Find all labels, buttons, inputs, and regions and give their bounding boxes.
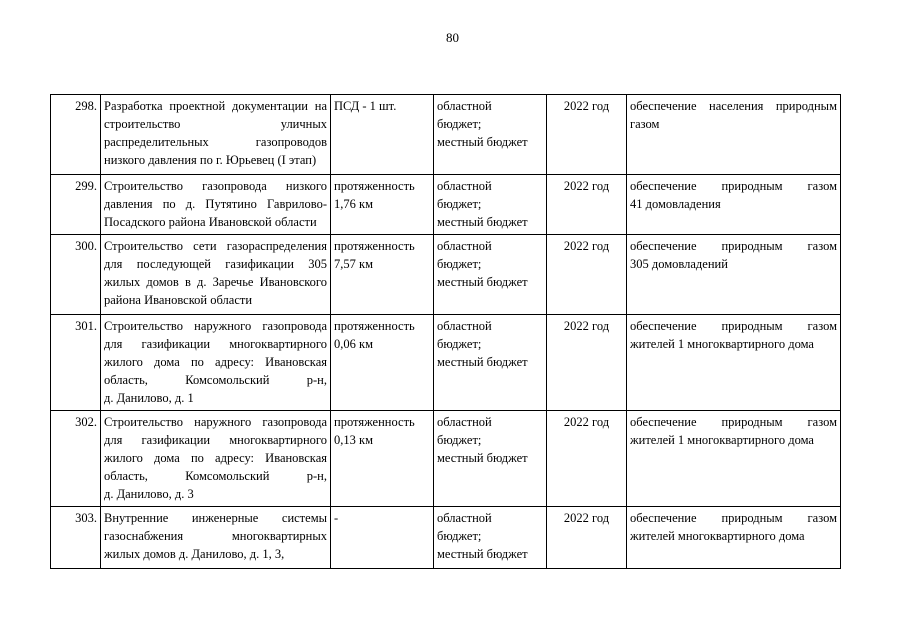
funding-source-line: областной [437,179,492,193]
result-line: обеспечение природным газом [630,415,837,429]
funding-source-line: бюджет; [437,337,482,351]
program-table [50,94,841,569]
result-cell [627,175,841,235]
result-line: жителей 1 многоквартирного дома [630,337,814,351]
funding-source-line: местный бюджет [437,275,528,289]
volume-line: 1,76 км [334,197,373,211]
measure-name-line: жилых домов д. Данилово, д. 1, 3, [104,547,285,561]
funding-source-line: областной [437,319,492,333]
measure-name-line: строительство уличных [104,117,327,131]
funding-source-cell [434,95,547,175]
funding-source-line: местный бюджет [437,215,528,229]
result-cell [627,235,841,315]
funding-source-cell [434,175,547,235]
table-row [51,315,841,411]
table-row [51,235,841,315]
measure-name [101,507,331,569]
measure-name [101,175,331,235]
year-cell: 2022 год [547,175,627,235]
result-cell [627,507,841,569]
row-number: 302. [51,411,101,507]
row-number: 301. [51,315,101,411]
funding-source-cell [434,411,547,507]
funding-source-line: областной [437,99,492,113]
result-line: 41 домовладения [630,197,721,211]
measure-name [101,235,331,315]
volume-cell [331,507,434,569]
table-row [51,507,841,569]
result-line: обеспечение населения природным [630,99,837,113]
funding-source-line: местный бюджет [437,135,528,149]
measure-name-line: низкого давления по г. Юрьевец (I этап) [104,153,317,167]
measure-name-line: района Ивановской области [104,293,253,307]
year-cell: 2022 год [547,315,627,411]
volume-line: протяженность [334,179,415,193]
measure-name [101,411,331,507]
measure-name-line: д. Данилово, д. 3 [104,487,194,501]
funding-source-cell [434,507,547,569]
volume-line: 7,57 км [334,257,373,271]
year-cell: 2022 год [547,507,627,569]
measure-name [101,315,331,411]
result-line: обеспечение природным газом [630,319,837,333]
measure-name-line: Посадского района Ивановской области [104,215,317,229]
measure-name-line: Строительство сети газораспределения [104,239,327,253]
year-cell: 2022 год [547,411,627,507]
volume-line: ПСД - 1 шт. [334,99,397,113]
funding-source-line: местный бюджет [437,355,528,369]
measure-name-line: давления по д. Путятино Гаврилово- [104,197,327,211]
measure-name-line: Разработка проектной документации на [104,99,327,113]
row-number: 298. [51,95,101,175]
volume-cell [331,315,434,411]
funding-source-line: областной [437,239,492,253]
measure-name-line: жилых домов в д. Заречье Ивановского [104,275,327,289]
result-cell [627,95,841,175]
row-number: 303. [51,507,101,569]
measure-name-line: д. Данилово, д. 1 [104,391,194,405]
year-cell: 2022 год [547,235,627,315]
measure-name-line: для последующей газификации 305 [104,257,327,271]
year-cell: 2022 год [547,95,627,175]
volume-cell [331,175,434,235]
measure-name-line: жилого дома по адресу: Ивановская [104,451,327,465]
measure-name-line: для газификации многоквартирного [104,337,327,351]
volume-line: протяженность [334,239,415,253]
measure-name-line: область, Комсомольский р-н, [104,469,327,483]
table-row [51,175,841,235]
funding-source-cell [434,315,547,411]
measure-name-line: Строительство наружного газопровода [104,415,327,429]
funding-source-line: местный бюджет [437,547,528,561]
volume-line: 0,06 км [334,337,373,351]
measure-name-line: область, Комсомольский р-н, [104,373,327,387]
volume-line: протяженность [334,319,415,333]
measure-name-line: для газификации многоквартирного [104,433,327,447]
measure-name-line: Строительство наружного газопровода [104,319,327,333]
funding-source-line: бюджет; [437,529,482,543]
result-cell [627,315,841,411]
result-line: газом [630,117,660,131]
result-line: обеспечение природным газом [630,239,837,253]
result-cell [627,411,841,507]
measure-name-line: жилого дома по адресу: Ивановская [104,355,327,369]
volume-cell [331,95,434,175]
measure-name-line: распределительных газопроводов [104,135,327,149]
result-line: обеспечение природным газом [630,511,837,525]
table-row [51,95,841,175]
measure-name-line: Строительство газопровода низкого [104,179,327,193]
volume-cell [331,411,434,507]
funding-source-cell [434,235,547,315]
measure-name-line: Внутренние инженерные системы [104,511,327,525]
volume-line: - [334,511,339,525]
page-number: 80 [446,30,459,45]
result-line: обеспечение природным газом [630,179,837,193]
volume-line: протяженность [334,415,415,429]
table-row [51,411,841,507]
result-line: жителей многоквартирного дома [630,529,805,543]
result-line: 305 домовладений [630,257,728,271]
funding-source-line: местный бюджет [437,451,528,465]
row-number: 300. [51,235,101,315]
measure-name-line: газоснабжения многоквартирных [104,529,327,543]
funding-source-line: областной [437,511,492,525]
result-line: жителей 1 многоквартирного дома [630,433,814,447]
volume-line: 0,13 км [334,433,373,447]
measure-name [101,95,331,175]
funding-source-line: бюджет; [437,197,482,211]
funding-source-line: бюджет; [437,257,482,271]
volume-cell [331,235,434,315]
row-number: 299. [51,175,101,235]
funding-source-line: бюджет; [437,117,482,131]
funding-source-line: областной [437,415,492,429]
funding-source-line: бюджет; [437,433,482,447]
